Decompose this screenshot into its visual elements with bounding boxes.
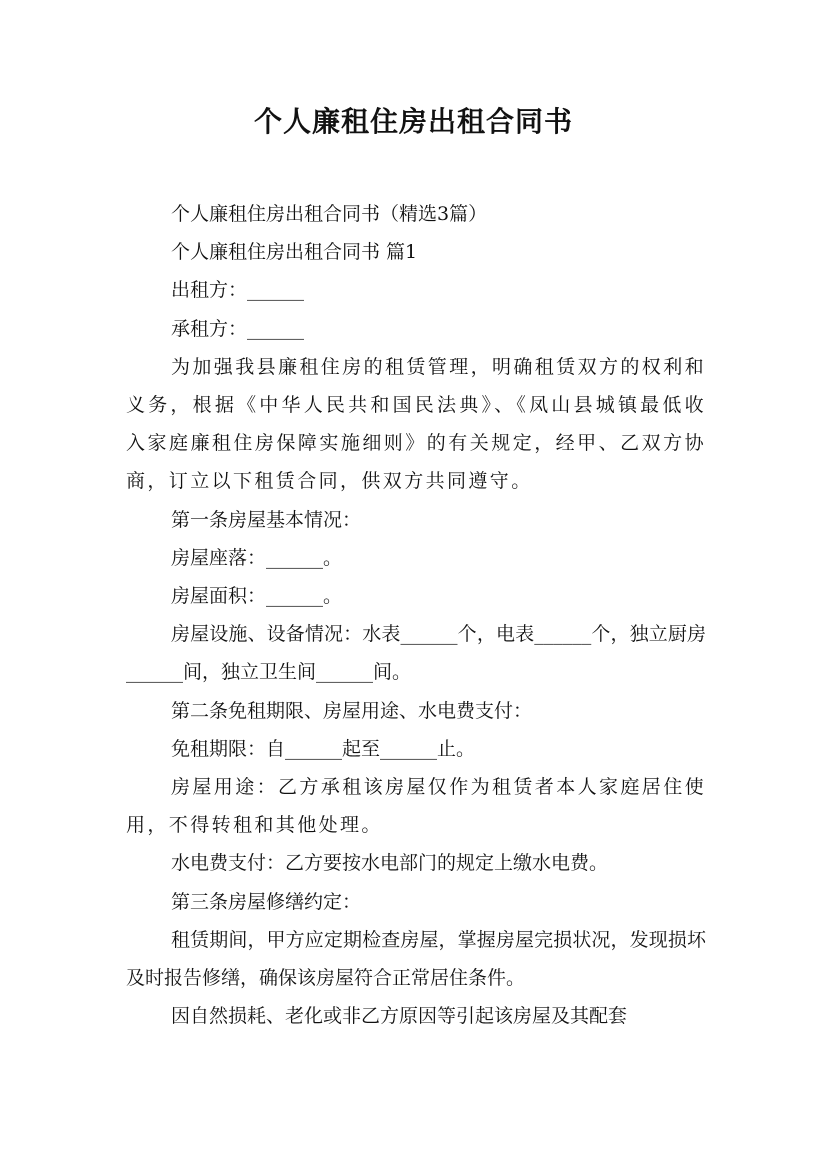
paragraph-chapter-heading: 个人廉租住房出租合同书 篇1 xyxy=(171,241,418,264)
paragraph-rent-free-period: 免租期限：自______起至______止。 xyxy=(171,737,476,760)
paragraph-article-3: 第三条房屋修缮约定： xyxy=(171,890,362,913)
paragraph-lessor: 出租方：______ xyxy=(171,279,305,302)
paragraph-article-2: 第二条免租期限、房屋用途、水电费支付： xyxy=(171,699,533,722)
paragraph-facilities: 房屋设施、设备情况：水表______个，电表______个，独立厨房______间，独立卫生间______间。 xyxy=(126,623,706,684)
paragraph-utilities: 水电费支付：乙方要按水电部门的规定上缴水电费。 xyxy=(171,852,609,875)
paragraph-article-1: 第一条房屋基本情况： xyxy=(171,508,362,531)
paragraph-lessee: 承租方：______ xyxy=(171,317,305,340)
paragraph-damage: 因自然损耗、老化或非乙方原因等引起该房屋及其配套 xyxy=(171,1005,628,1028)
paragraph-location: 房屋座落：______。 xyxy=(171,546,343,569)
paragraph-intro: 个人廉租住房出租合同书（精选3篇） xyxy=(171,203,488,225)
paragraph-usage: 房屋用途：乙方承租该房屋仅作为租赁者本人家庭居住使用，不得转租和其他处理。 xyxy=(126,776,707,837)
paragraph-inspection: 租赁期间，甲方应定期检查房屋，掌握房屋完损状况，发现损坏及时报告修缮，确保该房屋符合正常居住条件。 xyxy=(126,928,706,990)
document-body xyxy=(126,195,706,1035)
paragraph-area: 房屋面积：______。 xyxy=(171,585,343,608)
document-title: 个人廉租住房出租合同书 xyxy=(253,105,573,138)
paragraph-purpose: 为加强我县廉租住房的租赁管理，明确租赁双方的权利和义务，根据《中华人民共和国民法典》、《凤山县城镇最低收入家庭廉租住房保障实施细则》的有关规定，经甲、乙双方协商，订立以下租赁合同，供双方共同遵守。 xyxy=(126,355,707,493)
